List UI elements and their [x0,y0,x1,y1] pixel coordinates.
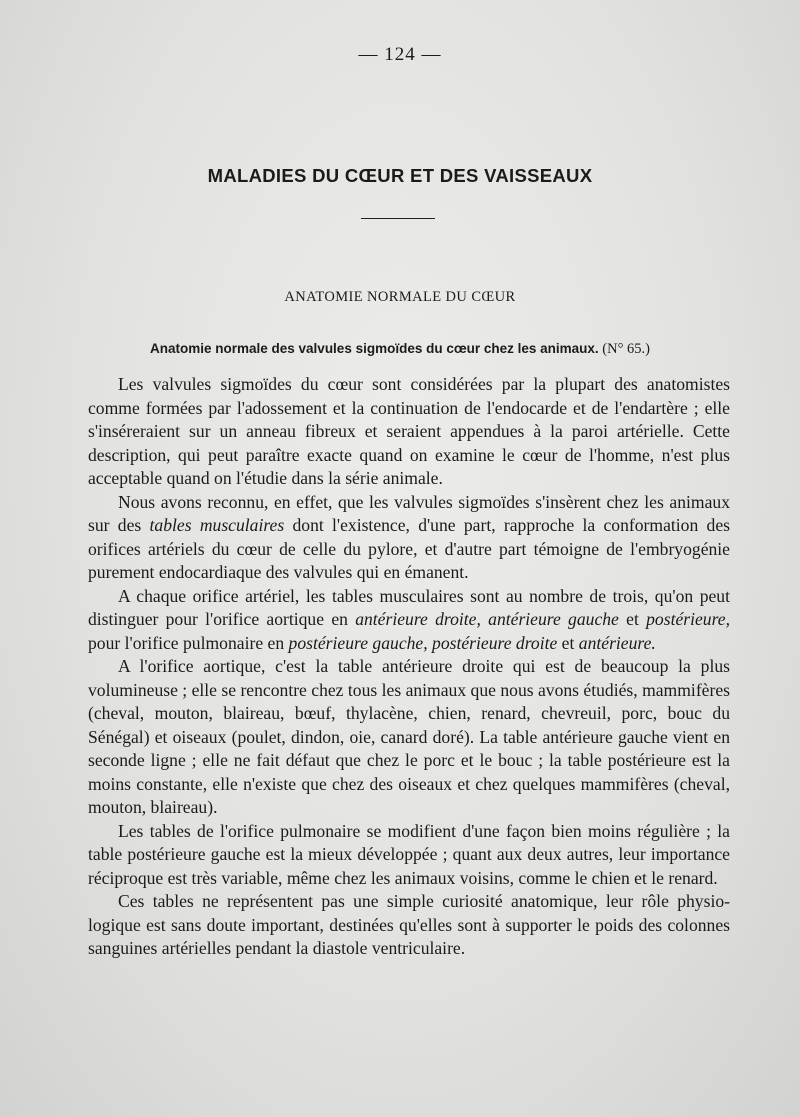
section-title: MALADIES DU CŒUR ET DES VAISSEAUX [207,165,593,186]
article-heading-note: (N° 65.) [602,341,650,357]
article-heading-title: Anatomie normale des valvules sigmoïdes du cœur chez les animaux. [150,341,599,356]
paragraph-text: A chaque orifice artériel, les tables musculaires sont au nombre de trois, qu'on peut distinguer pour l'orifice aortique en [88,585,730,629]
paragraph-text: Ces tables ne représentent pas une simple curiosité anatomique, leur rôle physiologique est sans doute important, destinées qu'elles sont à supporter le poids des colonnes sanguines artérielles pendant la diastole ventriculaire. [88,891,730,958]
paragraph [88,655,730,820]
paragraph-text: et [618,609,647,629]
italic-text: postérieure, [646,609,731,629]
italic-text: antérieure droite, antérieure gauche [355,609,619,629]
paragraph [88,820,730,891]
body-text [88,373,730,961]
paragraph-text: Les tables de l'orifice pulmonaire se modifient d'une façon bien moins régulière ; la table postérieure gauche est la mieux développée ; quant aux deux autres, leur importance réciproque est très variable, même chez les animaux voisins, comme le chien et le renard. [88,820,730,888]
paragraph [88,491,730,585]
paragraph [88,585,730,656]
paragraph-text: pour l'orifice pulmonaire en [88,632,289,653]
italic-text: tables musculaires [149,515,285,535]
title-rule [361,218,435,219]
italic-text: antérieure. [578,632,656,653]
paragraph-text: A l'orifice aortique, c'est la table antérieure droite qui est de beaucoup la plus volumineuse ; elle se rencontre chez tous les animaux que nous avons étudiés, mammifères (cheval, mouton, blaireau, bœuf, thylacène, chien, renard, chevreuil, porc, bouc du Sénégal) et oiseaux (poulet, dindon, oie, canard doré). La table antérieure gauche vient en seconde ligne ; elle ne fait défaut que chez le porc et le bouc ; la table postérieure est la moins constante, elle n'existe que chez des oiseaux et chez quelques mammifères (cheval, mouton, blaireau). [88,656,730,817]
subsection-title: ANATOMIE NORMALE DU CŒUR [284,289,516,305]
paragraph-text: dont l'existence, d'une part, rapproche la conformation des orifices artériels du cœur de celle du pylore, et d'autre part témoigne de l'embryogénie purement endocardiaque des valvules qui en émanent. [88,515,730,582]
paragraph-text: Nous avons reconnu, en effet, que les valvules sigmoïdes s'insèrent chez les animaux sur des [88,491,730,535]
paragraph-text: Les valvules sigmoïdes du cœur sont considérées par la plupart des anatomistes comme formées par l'adossement et la continuation de l'endocarde et de l'endartère ; elle s'inséreraient sur un anneau fibreux et seraient appendues à la paroi artérielle. Cette description, qui peut paraître exacte quand on examine le cœur de l'homme, n'est plus acceptable quand on l'étudie dans la série animale. [88,374,730,488]
article-heading [150,341,770,358]
italic-text: postérieure gauche, postérieure droite [288,632,558,653]
paragraph [88,890,730,961]
page-number: — 124 — [358,44,442,65]
paragraph [88,373,730,491]
paragraph-text: et [557,632,579,653]
